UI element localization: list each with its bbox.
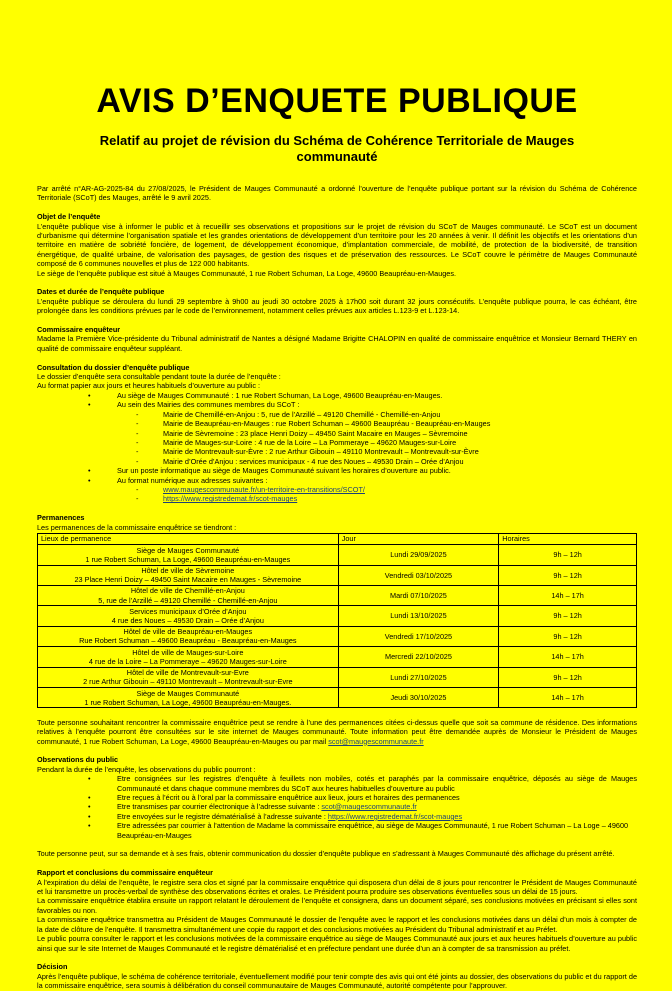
section-heading: Commissaire enquêteur	[37, 325, 121, 335]
table-row	[38, 626, 637, 646]
list-item: • Etre envoyées sur le registre dématérialisé à l’adresse suivante : https://www.registredemat.fr/scot-mauges	[37, 812, 637, 821]
paragraph: La commissaire enquêtrice établira ensuite un rapport relatant le déroulement de l’enquête et consignera, dans un document séparé, ses conclusions motivées en précisant si elles sont favorables ou non.	[37, 896, 637, 915]
table-header-row	[38, 533, 637, 544]
list-item: • Au format numérique aux adresses suivantes :	[37, 476, 637, 485]
registredemat-link[interactable]: https://www.registredemat.fr/scot-mauges	[327, 811, 463, 821]
cell-horaires: 9h – 12h	[499, 667, 637, 687]
cell-lieu: Hôtel de ville de Beaupréau-en-Mauges Rue Robert Schuman – 49600 Beaupréau - Beaupréau-en-Mauges	[38, 626, 339, 646]
permanences-note: Toute personne souhaitant rencontrer la commissaire enquêtrice peut se rendre à l’une des permanences citées ci-dessus quelle que soit sa commune de résidence. Des informations relatives à l’enquête pourront être consultées sur le site internet de Mauges communauté. Toute information peut être demandée auprès de Monsieur le Président de Mauges communauté, 1 rue Robert Schuman, La Loge, 49600 Beaupréau-en-Mauges ou par mail scot@maugescommunaute.fr	[37, 717, 637, 746]
section-consultation	[37, 363, 637, 504]
section-heading: Dates et durée de l’enquête publique	[37, 287, 165, 297]
paragraph: Le dossier d’enquête sera consultable pendant toute la durée de l’enquête :	[37, 372, 281, 382]
table-row	[38, 545, 637, 565]
table-row	[38, 667, 637, 687]
section-heading: Consultation du dossier d’enquête publique	[37, 362, 190, 372]
paragraph: Le siège de l’enquête publique est situé à Mauges Communauté, 1 rue Robert Schuman, La Loge, 49600 Beaupréau-en-Mauges.	[37, 268, 457, 278]
column-header-lieux: Lieux de permanence	[38, 533, 339, 544]
cell-jour: Lundi 13/10/2025	[338, 606, 499, 626]
cell-jour: Vendredi 03/10/2025	[338, 565, 499, 585]
cell-horaires: 14h – 17h	[499, 585, 637, 605]
list-item	[37, 494, 637, 503]
paragraph: Le public pourra consulter le rapport et les conclusions motivées de la commissaire enquêtrice au siège de Mauges Communauté aux jours et aux heures habituels d’ouverture au public ainsi que sur le site Internet de Mauges Communauté et le registre dématérialisé et en préfecture pendant une durée d’un an à compter de sa transmission au préfet.	[37, 934, 637, 953]
paragraph: Pendant la durée de l’enquête, les observations du public pourront :	[37, 764, 256, 774]
list-item: • Etre reçues à l’écrit ou à l’oral par la commissaire enquêtrice aux lieux, jours et horaires des permanences	[37, 793, 637, 802]
cell-horaires: 9h – 12h	[499, 606, 637, 626]
section-dates	[37, 287, 637, 315]
list-item: • Au sein des Mairies des communes membres du SCoT :	[37, 400, 637, 409]
paragraph: Après l’enquête publique, le schéma de cohérence territoriale, éventuellement modifié pour tenir compte des avis qui ont été joints au dossier, des observations du public et du rapport de la commissaire enquêtrice, sera soumis à délibération du conseil communautaire de Mauges Communauté, autorité compétente pour l’approuver.	[37, 971, 637, 991]
list-item: - Mairie de Montrevault-sur-Èvre : 2 rue Arthur Gibouin – 49110 Montrevault – Montrevault-sur-Èvre	[37, 447, 637, 456]
list-item: • Sur un poste informatique au siège de Mauges Communauté suivant les horaires d’ouverture au public.	[37, 466, 637, 475]
list-item: - Mairie de Chemillé-en-Anjou : 5, rue de l’Arzillé – 49120 Chemillé - Chemillé-en-Anjou	[37, 410, 637, 419]
cell-horaires: 14h – 17h	[499, 688, 637, 708]
email-link[interactable]: scot@maugescommunaute.fr	[321, 802, 417, 812]
paragraph: A l’expiration du délai de l’enquête, le registre sera clos et signé par la commissaire enquêtrice qui disposera d’un délai de 8 jours pour rencontrer le Président de Mauges Communauté et lui transmettre un procès-verbal de synthèse des observations écrites et orales. Le Président pourra produire ses observations éventuelles sous un délai de 15 jours.	[37, 877, 637, 897]
list-item: - Mairie de Mauges-sur-Loire : 4 rue de la Loire – La Pommeraye – 49620 Mauges-sur-Loire	[37, 438, 637, 447]
cell-lieu: Hôtel de ville de Montrevault-sur-Evre 2 rue Arthur Gibouin – 49110 Montrevault – Montrevault-sur-Evre	[38, 667, 339, 687]
cell-jour: Lundi 29/09/2025	[338, 545, 499, 565]
column-header-horaires: Horaires	[499, 533, 637, 544]
communication-note: Toute personne peut, sur sa demande et à ses frais, obtenir communication du dossier d’enquête publique en s’adressant à Mauges Communauté dès affichage du présent arrêté.	[37, 849, 615, 859]
table-row	[38, 606, 637, 626]
section-rapport	[37, 868, 637, 953]
page-title: AVIS D’ENQUETE PUBLIQUE	[96, 82, 578, 120]
paragraph: Les permanences de la commissaire enquêtrice se tiendront :	[37, 522, 237, 532]
list-item	[37, 485, 637, 494]
cell-jour: Mardi 07/10/2025	[338, 585, 499, 605]
registredemat-link[interactable]: https://www.registredemat.fr/scot-mauges	[163, 494, 298, 504]
section-objet	[37, 212, 637, 278]
section-observations	[37, 755, 637, 840]
paragraph: La commissaire enquêtrice transmettra au Président de Mauges Communauté le dossier de l’enquête avec le rapport et les conclusions motivées dans un délai d’un mois à compter de la date de clôture de l’enquête. Il transmettra simultanément une copie du rapport et des conclusions motivées au Président du Tribunal administratif et au Préfet.	[37, 915, 637, 934]
cell-horaires: 9h – 12h	[499, 565, 637, 585]
list-item: - Mairie d’Orée d’Anjou : services municipaux - 4 rue des Noues – 49530 Drain – Orée d’Anjou	[37, 457, 637, 466]
section-permanences	[37, 513, 637, 708]
intro-paragraph: Par arrêté n°AR-AG-2025-84 du 27/08/2025, le Président de Mauges Communauté a ordonné l’ouverture de l’enquête publique portant sur la révision du Schéma de Cohérence Territoriale (SCoT) des Mauges, arrêté le 9 avril 2025.	[37, 184, 637, 203]
cell-horaires: 14h – 17h	[499, 647, 637, 667]
cell-horaires: 9h – 12h	[499, 626, 637, 646]
cell-lieu: Hôtel de ville de Mauges-sur-Loire 4 rue de la Loire – La Pommeraye – 49620 Mauges-sur-Loire	[38, 647, 339, 667]
list-item: • Etre transmises par courrier électronique à l’adresse suivante : scot@maugescommunaute.fr	[37, 802, 637, 811]
email-link[interactable]: scot@maugescommunaute.fr	[328, 736, 424, 746]
cell-jour: Vendredi 17/10/2025	[338, 626, 499, 646]
section-decision	[37, 962, 637, 990]
table-row	[38, 585, 637, 605]
cell-jour: Jeudi 30/10/2025	[338, 688, 499, 708]
paragraph: L’enquête publique se déroulera du lundi 29 septembre à 9h00 au jeudi 30 octobre 2025 à 17h00 soit durant 32 jours consécutifs. L’enquête publique pourra, le cas échéant, être prolongée dans les conditions prévues par le code de l’environnement, notamment celles prévues aux articles L.123-9 et L.123-14.	[37, 296, 637, 316]
section-heading: Permanences	[37, 513, 85, 523]
permanences-table	[37, 533, 637, 708]
column-header-jour: Jour	[338, 533, 499, 544]
cell-lieu: Siège de Mauges Communauté 1 rue Robert Schuman, La Loge, 49600 Beaupréau-en-Mauges.	[38, 688, 339, 708]
paragraph: Au format papier aux jours et heures habituels d’ouverture au public :	[37, 381, 261, 391]
list-item: • Au siège de Mauges Communauté : 1 rue Robert Schuman, La Loge, 49600 Beaupréau-en-Mauges.	[37, 391, 637, 400]
cell-lieu: Hôtel de ville de Sèvremoine 23 Place Henri Doizy – 49450 Saint Macaire en Mauges - Sèvremoine	[38, 565, 339, 585]
section-heading: Rapport et conclusions du commissaire enquêteur	[37, 868, 213, 878]
cell-horaires: 9h – 12h	[499, 545, 637, 565]
list-item: - Mairie de Sèvremoine : 23 place Henri Doizy – 49450 Saint Macaire en Mauges – Sèvremoine	[37, 429, 637, 438]
section-heading: Observations du public	[37, 755, 119, 765]
cell-jour: Mercredi 22/10/2025	[338, 647, 499, 667]
table-row	[38, 565, 637, 585]
table-row	[38, 647, 637, 667]
section-heading: Décision	[37, 962, 68, 972]
list-item: - Mairie de Beaupréau-en-Mauges : rue Robert Schuman – 49600 Beaupréau - Beaupréau-en-Mauges	[37, 419, 637, 428]
table-row	[38, 688, 637, 708]
list-item: • Etre consignées sur les registres d’enquête à feuillets non mobiles, cotés et paraphés par la commissaire enquêtrice, déposés au siège de Mauges Communauté et dans chaque commune membres du SCoT aux heures habituelles d’ouverture au public	[37, 774, 637, 793]
section-commissaire	[37, 325, 637, 353]
section-heading: Objet de l’enquête	[37, 212, 101, 222]
scot-website-link[interactable]: www.maugescommunaute.fr/un-territoire-en-transitions/SCOT/	[163, 484, 365, 494]
cell-jour: Lundi 27/10/2025	[338, 667, 499, 687]
paragraph: L’enquête publique vise à informer le public et à recueillir ses observations et propositions sur le projet de révision du SCoT de Mauges communauté. Le SCoT est un document d’urbanisme qui détermine l’organisation spatiale et les grandes orientations de développement d’un territoire pour les 20 années à venir. Il définit les objectifs et les orientations d’un territoire en matière de sobriété foncière, de logement, de développement économique, d’implantation commerciale, de mobilité, de protection de la biodiversité, de transition énergétique, de qualité urbaine, de valorisation des paysages, de gestion des risques et de préservation des ressources. Le SCoT couvre le périmètre de Mauges Communauté composé de 6 communes nouvelles et plus de 122 000 habitants.	[37, 221, 637, 269]
cell-lieu: Services municipaux d’Orée d’Anjou 4 rue des Noues – 49530 Drain – Orée d’Anjou	[38, 606, 339, 626]
page-subtitle: Relatif au projet de révision du Schéma de Cohérence Territoriale de Mauges communauté	[99, 133, 575, 164]
paragraph: Madame la Première Vice-présidente du Tribunal administratif de Nantes a désigné Madame Brigitte CHALOPIN en qualité de commissaire enquêtrice et Monsieur Bernard THERY en qualité de commissaire enquêteur suppléant.	[37, 334, 637, 353]
cell-lieu: Siège de Mauges Communauté 1 rue Robert Schuman, La Loge, 49600 Beaupréau-en-Mauges	[38, 545, 339, 565]
list-item: • Etre adressées par courrier à l’attention de Madame la commissaire enquêtrice, au siège de Mauges Communauté, 1 rue Robert Schuman – La Loge – 49600 Beaupréau-en-Mauges	[37, 821, 637, 840]
cell-lieu: Hôtel de ville de Chemillé-en-Anjou 5, rue de l’Arzillé – 49120 Chemillé - Chemillé-en-Anjou	[38, 585, 339, 605]
